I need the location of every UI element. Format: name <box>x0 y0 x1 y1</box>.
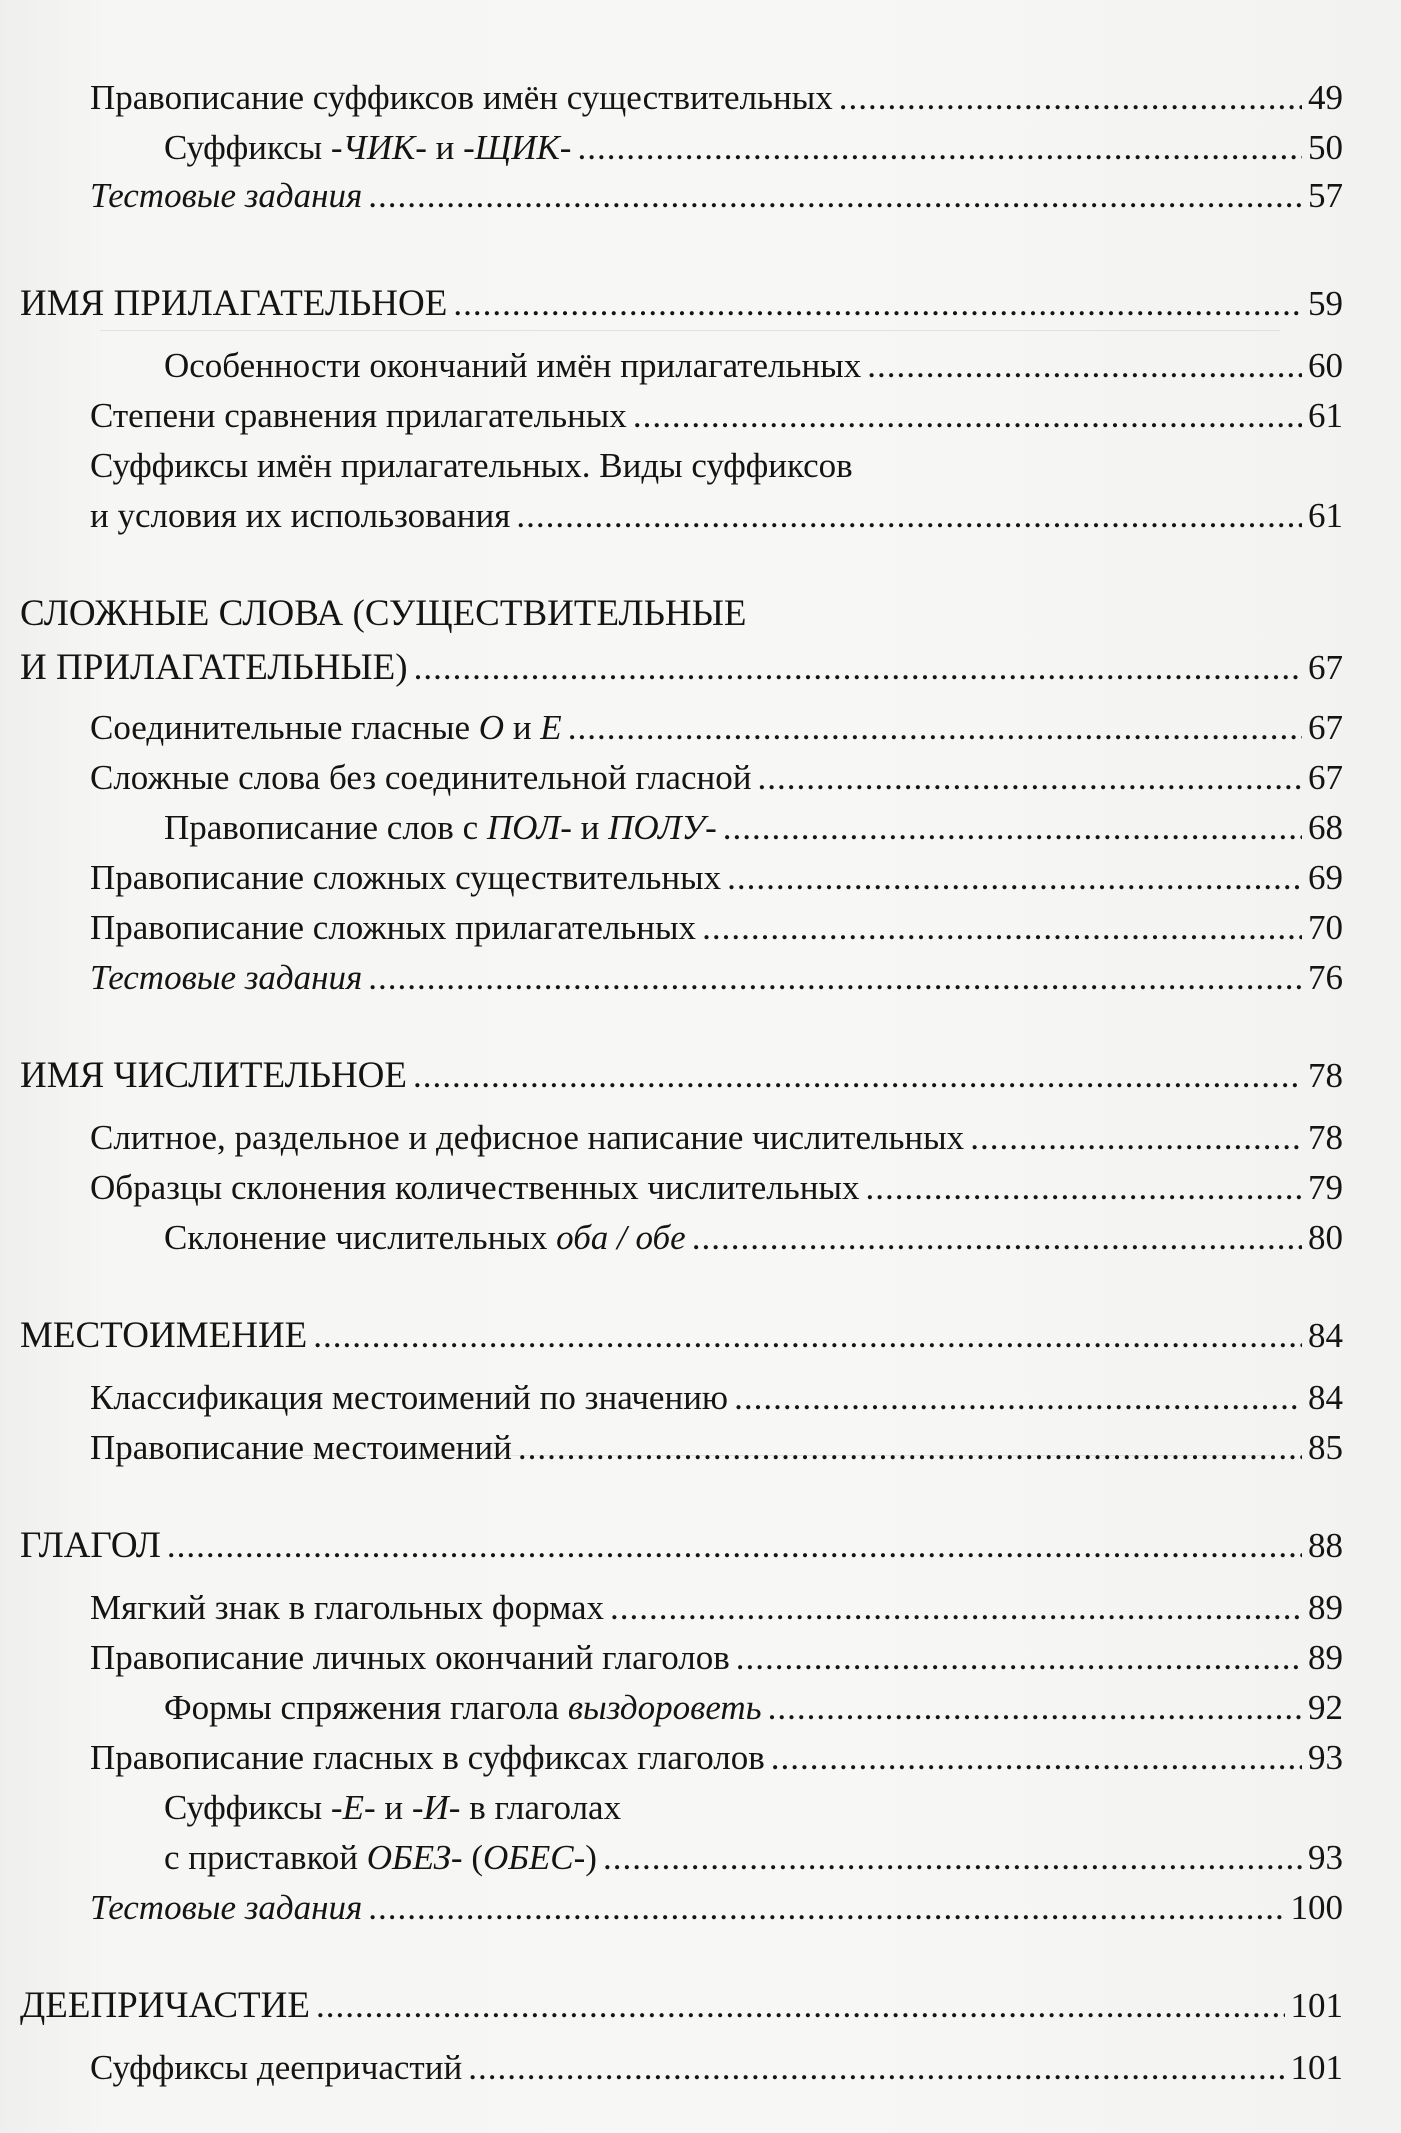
toc-entry-title: Особенности окончаний имён прилагательных <box>164 346 862 385</box>
dot-leader <box>771 1736 1302 1780</box>
dot-leader <box>568 706 1302 750</box>
toc-entry-title: и условия их использования <box>90 496 511 535</box>
toc-page-number: 101 <box>1290 2048 1343 2087</box>
toc-section-first-line: СЛОЖНЫЕ СЛОВА (СУЩЕСТВИТЕЛЬНЫЕ <box>20 593 747 634</box>
dot-leader <box>316 1984 1285 2028</box>
toc-entry[interactable] <box>164 1216 1343 1260</box>
toc-entry-title: Правописание гласных в суффиксах глаголов <box>90 1738 765 1777</box>
toc-section-title: ДЕЕПРИЧАСТИЕ <box>20 1985 310 2026</box>
toc-entry[interactable] <box>90 956 1343 1000</box>
dot-leader <box>518 1426 1302 1470</box>
toc-page-number: 89 <box>1308 1588 1343 1627</box>
toc-entry-title: Правописание слов с ПОЛ- и ПОЛУ- <box>164 808 717 847</box>
dot-leader <box>516 494 1302 538</box>
toc-entry[interactable] <box>90 1426 1343 1470</box>
toc-entry-title: Степени сравнения прилагательных <box>90 396 627 435</box>
dot-leader <box>468 2046 1284 2090</box>
toc-entry-title: Суффиксы деепричастий <box>90 2048 463 2087</box>
dot-leader <box>867 344 1302 388</box>
toc-section-title: ИМЯ ПРИЛАГАТЕЛЬНОЕ <box>20 283 448 324</box>
toc-page-number: 84 <box>1308 1378 1343 1417</box>
toc-entry-title: Правописание местоимений <box>90 1428 512 1467</box>
toc-entry-title: Правописание личных окончаний глаголов <box>90 1638 730 1677</box>
toc-page-number: 84 <box>1308 1316 1343 1355</box>
toc-page-number: 68 <box>1308 808 1343 847</box>
toc-entry-title: Правописание суффиксов имён существительных <box>90 78 833 117</box>
toc-section-title: И ПРИЛАГАТЕЛЬНЫЕ) <box>20 647 408 688</box>
toc-entry-title: Тестовые задания <box>90 958 363 997</box>
toc-section[interactable] <box>20 1054 1343 1098</box>
toc-page-number: 100 <box>1290 1888 1343 1927</box>
dot-leader <box>865 1166 1302 1210</box>
toc-entry[interactable] <box>90 494 1343 538</box>
toc-section-title: ГЛАГОЛ <box>20 1525 161 1566</box>
toc-page-number: 78 <box>1308 1118 1343 1157</box>
toc-entry[interactable] <box>90 1636 1343 1680</box>
toc-page-number: 67 <box>1308 648 1343 687</box>
dot-leader <box>610 1586 1302 1630</box>
toc-entry[interactable] <box>90 706 1343 750</box>
toc-entry-title: Правописание сложных существительных <box>90 858 722 897</box>
toc-entry[interactable] <box>90 394 1343 438</box>
toc-entry[interactable] <box>164 126 1343 170</box>
dot-leader <box>736 1636 1302 1680</box>
toc-entry[interactable] <box>164 1836 1343 1880</box>
toc-section-title: ИМЯ ЧИСЛИТЕЛЬНОЕ <box>20 1055 407 1096</box>
toc-page-number: 60 <box>1308 346 1343 385</box>
dot-leader <box>702 906 1302 950</box>
toc-page-number: 69 <box>1308 858 1343 897</box>
toc-entry-title: Соединительные гласные О и Е <box>90 708 562 747</box>
toc-page-number: 61 <box>1308 496 1343 535</box>
toc-entry[interactable] <box>90 76 1343 120</box>
toc-entry-first-line: Суффиксы -Е- и -И- в глаголах <box>164 1788 622 1827</box>
toc-entry[interactable] <box>90 1886 1343 1930</box>
toc-section-title: МЕСТОИМЕНИЕ <box>20 1315 308 1356</box>
toc-page-number: 92 <box>1308 1688 1343 1727</box>
dot-leader <box>839 76 1302 120</box>
dot-leader <box>577 126 1302 170</box>
toc-section[interactable] <box>20 1314 1343 1358</box>
toc-entry-title: Сложные слова без соединительной гласной <box>90 758 752 797</box>
toc-entry[interactable] <box>164 344 1343 388</box>
toc-entry-title: Слитное, раздельное и дефисное написание числительных <box>90 1118 965 1157</box>
dot-leader <box>368 174 1302 218</box>
toc-page-number: 67 <box>1308 758 1343 797</box>
toc-entry[interactable] <box>90 1166 1343 1210</box>
toc-entry-title: Формы спряжения глагола выздороветь <box>164 1688 762 1727</box>
toc-entry[interactable] <box>164 1686 1343 1730</box>
dot-leader <box>970 1116 1302 1160</box>
dot-leader <box>414 646 1302 690</box>
toc-page-number: 67 <box>1308 708 1343 747</box>
toc-page-number: 61 <box>1308 396 1343 435</box>
toc-page-number: 57 <box>1308 176 1343 215</box>
toc-entry[interactable] <box>90 1586 1343 1630</box>
dot-leader <box>603 1836 1302 1880</box>
toc-entry[interactable] <box>164 806 1343 850</box>
dot-leader <box>633 394 1302 438</box>
toc-page-number: 70 <box>1308 908 1343 947</box>
dot-leader <box>368 956 1302 1000</box>
toc-entry-title: Классификация местоимений по значению <box>90 1378 729 1417</box>
dot-leader <box>757 756 1302 800</box>
toc-page-number: 93 <box>1308 1838 1343 1877</box>
toc-page-number: 93 <box>1308 1738 1343 1777</box>
dot-leader <box>734 1376 1302 1420</box>
toc-page-number: 101 <box>1290 1986 1343 2025</box>
toc-section[interactable] <box>20 282 1343 326</box>
dot-leader <box>692 1216 1302 1260</box>
dot-leader <box>768 1686 1302 1730</box>
toc-page-number: 80 <box>1308 1218 1343 1257</box>
toc-entry[interactable] <box>90 756 1343 800</box>
toc-entry[interactable] <box>90 1376 1343 1420</box>
toc-entry-title: Мягкий знак в глагольных формах <box>90 1588 605 1627</box>
toc-entry-title: Правописание сложных прилагательных <box>90 908 697 947</box>
toc-section[interactable] <box>20 646 1343 690</box>
dot-leader <box>727 856 1302 900</box>
toc-entry-title: с приставкой ОБЕЗ- (ОБЕС-) <box>164 1838 597 1877</box>
toc-entry[interactable] <box>90 2046 1343 2090</box>
toc-page-number: 88 <box>1308 1526 1343 1565</box>
toc-entry-title: Тестовые задания <box>90 1888 363 1927</box>
toc-page-number: 79 <box>1308 1168 1343 1207</box>
toc-entry[interactable] <box>90 856 1343 900</box>
toc-entry[interactable] <box>90 174 1343 218</box>
toc-entry-title: Тестовые задания <box>90 176 363 215</box>
toc-entry[interactable] <box>90 1116 1343 1160</box>
dot-leader <box>313 1314 1302 1358</box>
dot-leader <box>368 1886 1284 1930</box>
dot-leader <box>453 282 1302 326</box>
dot-leader <box>723 806 1302 850</box>
toc-section[interactable] <box>20 1524 1343 1568</box>
toc-entry-title: Склонение числительных оба / обе <box>164 1218 686 1257</box>
toc-entry[interactable] <box>90 1736 1343 1780</box>
dot-leader <box>413 1054 1302 1098</box>
toc-entry-title: Образцы склонения количественных числительных <box>90 1168 860 1207</box>
toc-page-number: 76 <box>1308 958 1343 997</box>
toc-page-number: 78 <box>1308 1056 1343 1095</box>
toc-page-number: 50 <box>1308 128 1343 167</box>
toc-entry[interactable] <box>90 906 1343 950</box>
toc-page-number: 89 <box>1308 1638 1343 1677</box>
toc-page-number: 49 <box>1308 78 1343 117</box>
toc-entry-title: Суффиксы -ЧИК- и -ЩИК- <box>164 128 572 167</box>
toc-page-number: 59 <box>1308 284 1343 323</box>
toc-entry-first-line: Суффиксы имён прилагательных. Виды суффиксов <box>90 446 853 485</box>
toc-section[interactable] <box>20 1984 1343 2028</box>
toc-page-number: 85 <box>1308 1428 1343 1467</box>
dot-leader <box>167 1524 1302 1568</box>
